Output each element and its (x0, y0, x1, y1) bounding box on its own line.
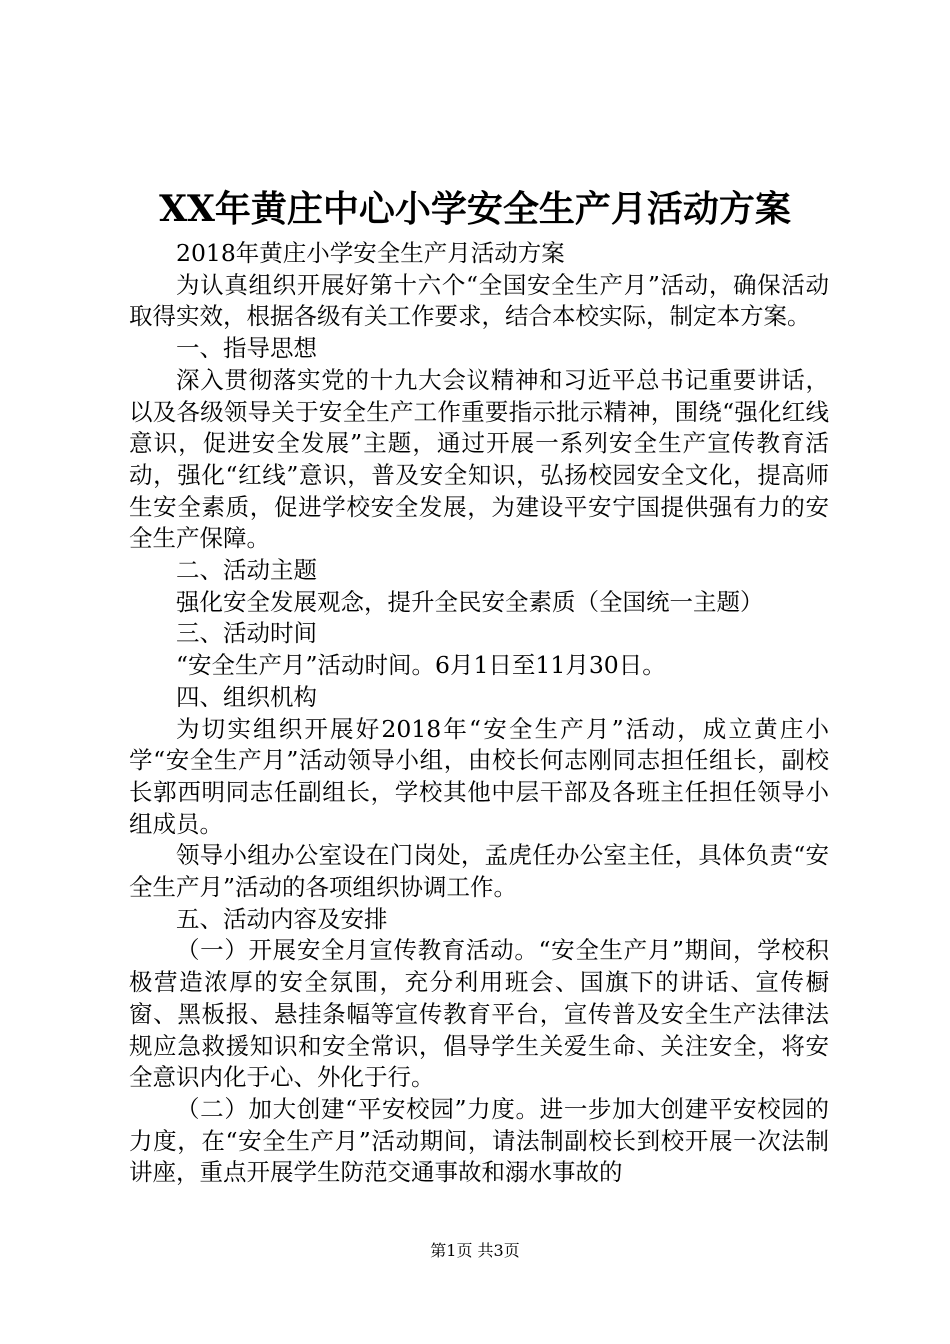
section-heading-organization: 四、组织机构 (176, 682, 317, 711)
document-body (129, 238, 829, 1189)
guiding-thought-paragraph: 深入贯彻落实党的十九大会议精神和习近平总书记重要讲话，以及各级领导关于安全生产工作重要指示批示精神，围绕“强化红线意识，促进安全发展”主题，通过开展一系列安全生产宣传教育活动，强化“红线”意识，普及安全知识，弘扬校园安全文化，提高师生安全素质，促进学校安全发展，为建设平安宁国提供强有力的安全生产保障。 (129, 365, 829, 553)
content-item-two-paragraph: （二）加大创建“平安校园”力度。进一步加大创建平安校园的力度，在“安全生产月”活动期间，请法制副校长到校开展一次法制讲座，重点开展学生防范交通事故和溺水事故的 (129, 1094, 829, 1187)
organization-paragraph: 为切实组织开展好2018年“安全生产月”活动，成立黄庄小学“安全生产月”活动领导小组，由校长何志刚同志担任组长，副校长郭西明同志任副组长，学校其他中层干部及各班主任担任领导小组成员。 (129, 714, 829, 838)
page-footer: 第1页 共3页 (430, 1241, 520, 1260)
section-heading-guiding-thought: 一、指导思想 (176, 334, 317, 363)
section-heading-activity-theme: 二、活动主题 (176, 556, 317, 585)
section-heading-activity-time: 三、活动时间 (176, 619, 317, 648)
activity-time-paragraph: “安全生产月”活动时间。6月1日至11月30日。 (176, 651, 666, 680)
intro-paragraph: 为认真组织开展好第十六个“全国安全生产月”活动，确保活动取得实效，根据各级有关工作要求，结合本校实际，制定本方案。 (129, 270, 829, 331)
activity-theme-paragraph: 强化安全发展观念，提升全民安全素质（全国统一主题） (176, 587, 764, 616)
office-paragraph: 领导小组办公室设在门岗处，孟虎任办公室主任，具体负责“安全生产月”活动的各项组织协调工作。 (129, 841, 829, 902)
content-item-one-paragraph: （一）开展安全月宣传教育活动。“安全生产月”期间，学校积极营造浓厚的安全氛围，充分利用班会、国旗下的讲话、宣传橱窗、黑板报、悬挂条幅等宣传教育平台，宣传普及安全生产法律法规应急救援知识和安全常识，倡导学生关爱生命、关注安全，将安全意识内化于心、外化于行。 (129, 936, 829, 1092)
subtitle-paragraph: 2018年黄庄小学安全生产月活动方案 (176, 239, 565, 267)
document-title: XX年黄庄中心小学安全生产月活动方案 (159, 188, 791, 230)
section-heading-content-arrangement: 五、活动内容及安排 (176, 904, 388, 933)
